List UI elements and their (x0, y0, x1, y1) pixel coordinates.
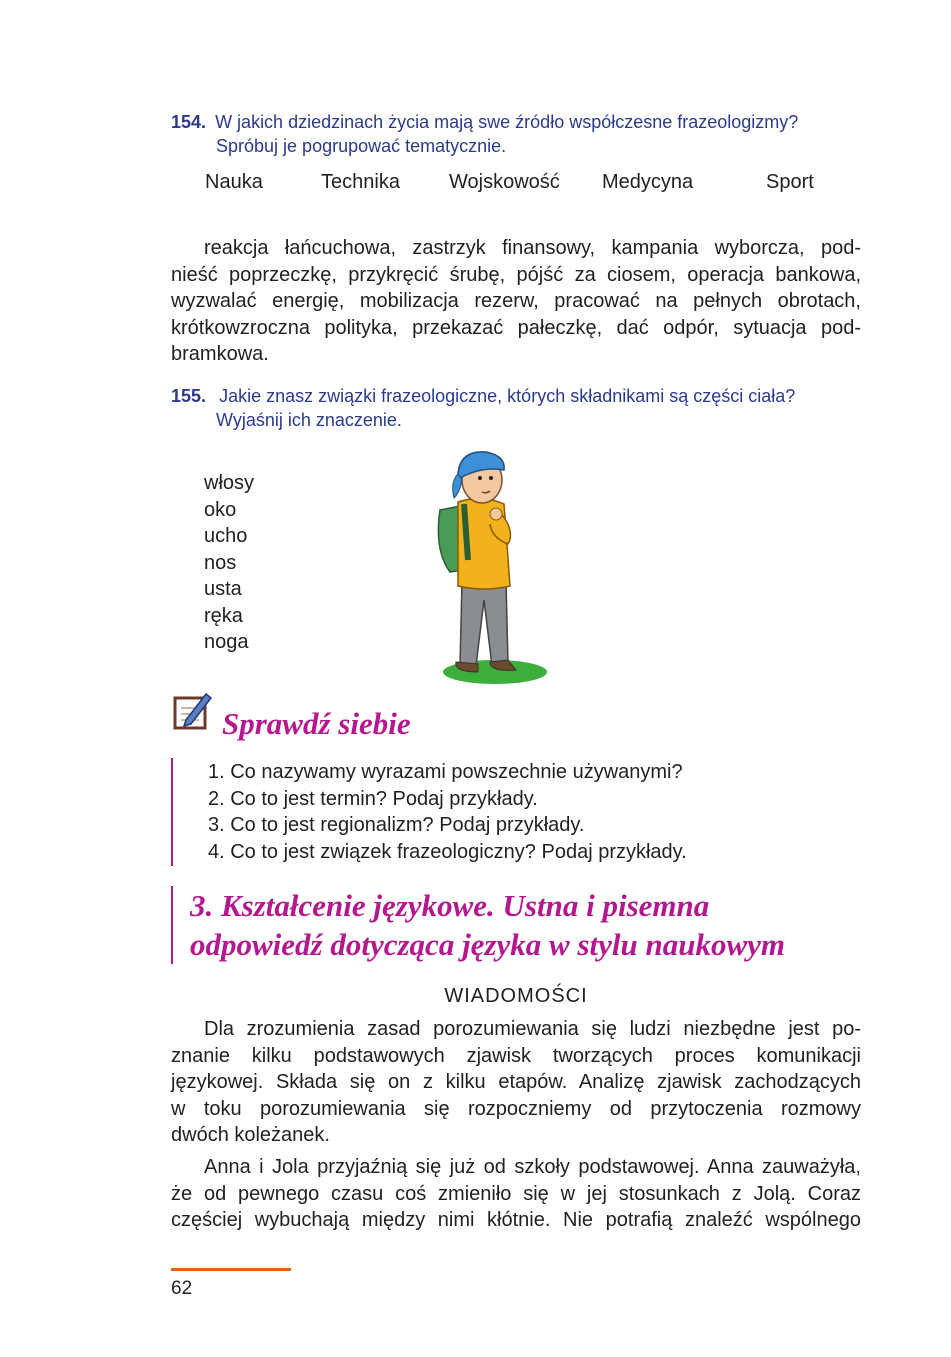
section-title-bar (171, 886, 173, 964)
check-yourself-bar (171, 758, 173, 866)
section-title-line: 3. Kształcenie językowe. Ustna i pisemna (190, 888, 710, 923)
section-title (190, 886, 785, 964)
paragraph-line: językowej. Składa się on z kilku etapów. Analizę zjawisk zachodzących (171, 1071, 861, 1093)
phrases-line: nieść poprzeczkę, przykręcić śrubę, pójść za ciosem, operacja bankowa, (171, 263, 861, 286)
category-wojskowosc: Wojskowość (449, 171, 560, 193)
list-item: nos (204, 551, 237, 574)
check-yourself-questions (208, 759, 687, 865)
paragraph-line: dwóch koleżanek. (171, 1124, 330, 1146)
boy-trousers (460, 580, 508, 666)
backpack-strap (464, 504, 468, 560)
notepad-pencil-icon (172, 690, 214, 732)
paragraph-line: częściej wybuchają między nimi kłótnie. Nie potrafią znaleźć wspólnego (171, 1209, 861, 1231)
category-medycyna: Medycyna (602, 171, 694, 193)
wiadomosci-paragraph-2 (171, 1154, 861, 1234)
list-item: noga (204, 631, 249, 653)
task-text-line1: W jakich dziedzinach życia mają swe źródło współczesne frazeologizmy? (215, 112, 799, 132)
category-technika: Technika (321, 171, 400, 193)
task-155 (171, 384, 795, 408)
question-item: 4. Co to jest związek frazeologiczny? Podaj przykłady. (208, 840, 687, 863)
list-item: ręka (204, 604, 243, 627)
paragraph-line: znanie kilku podstawowych zjawisk tworzących proces komunikacji (171, 1044, 861, 1067)
phrases-paragraph (171, 235, 861, 368)
category-sport: Sport (766, 171, 814, 193)
list-item: oko (204, 498, 237, 521)
task-number: 154. (171, 112, 207, 132)
phrases-line: reakcja łańcuchowa, zastrzyk finansowy, kampania wyborcza, pod- (204, 237, 861, 259)
check-yourself-title: Sprawdź siebie (222, 706, 411, 741)
list-item: ucho (204, 525, 248, 547)
paragraph-line: w toku porozumiewania się rozpoczniemy od przytoczenia rozmowy (171, 1097, 861, 1120)
paragraph-line: Dla zrozumienia zasad porozumiewania się ludzi niezbędne jest po- (204, 1018, 861, 1040)
boy-hand (490, 508, 502, 520)
body-parts-list (204, 470, 254, 656)
page-number: 62 (171, 1278, 193, 1299)
phrases-line: wyzwalać energię, mobilizacja rezerw, pracować na pełnych obrotach, (171, 290, 861, 312)
task-154-line2: Spróbuj je pogrupować tematycznie. (216, 136, 507, 156)
paragraph-line: Anna i Jola przyjaźnią się już od szkoły podstawowej. Anna zauważyła, (204, 1156, 861, 1178)
section-title-line: odpowiedź dotycząca języka w stylu naukowym (190, 927, 786, 962)
thinking-boy-illustration (420, 440, 570, 690)
wiadomosci-paragraph-1 (171, 1016, 861, 1149)
question-item: 3. Co to jest regionalizm? Podaj przykłady. (208, 814, 585, 836)
task-number: 155. (171, 386, 207, 406)
question-item: 2. Co to jest termin? Podaj przykłady. (208, 787, 538, 810)
task-155-line2: Wyjaśnij ich znaczenie. (216, 410, 402, 430)
paragraph-line: że od pewnego czasu coś zmieniło się w jej stosunkach z Jolą. Coraz (171, 1182, 861, 1205)
boy-eye (489, 476, 493, 480)
list-item: usta (204, 578, 242, 600)
task-154 (171, 110, 798, 134)
task-text-line1: Jakie znasz związki frazeologiczne, których składnikami są części ciała? (219, 386, 796, 406)
boy-eye (478, 476, 482, 480)
boy-cap-visor (453, 474, 462, 498)
phrases-line: bramkowa. (171, 343, 269, 365)
phrases-line: krótkowzroczna polityka, przekazać pałeczkę, dać odpór, sytuacja pod- (171, 316, 861, 339)
wiadomosci-heading: WIADOMOŚCI (444, 985, 588, 1007)
category-nauka: Nauka (205, 171, 263, 193)
footer-rule (171, 1268, 291, 1271)
category-row (205, 171, 814, 194)
question-item: 1. Co nazywamy wyrazami powszechnie używanymi? (208, 761, 683, 783)
list-item: włosy (204, 472, 255, 494)
